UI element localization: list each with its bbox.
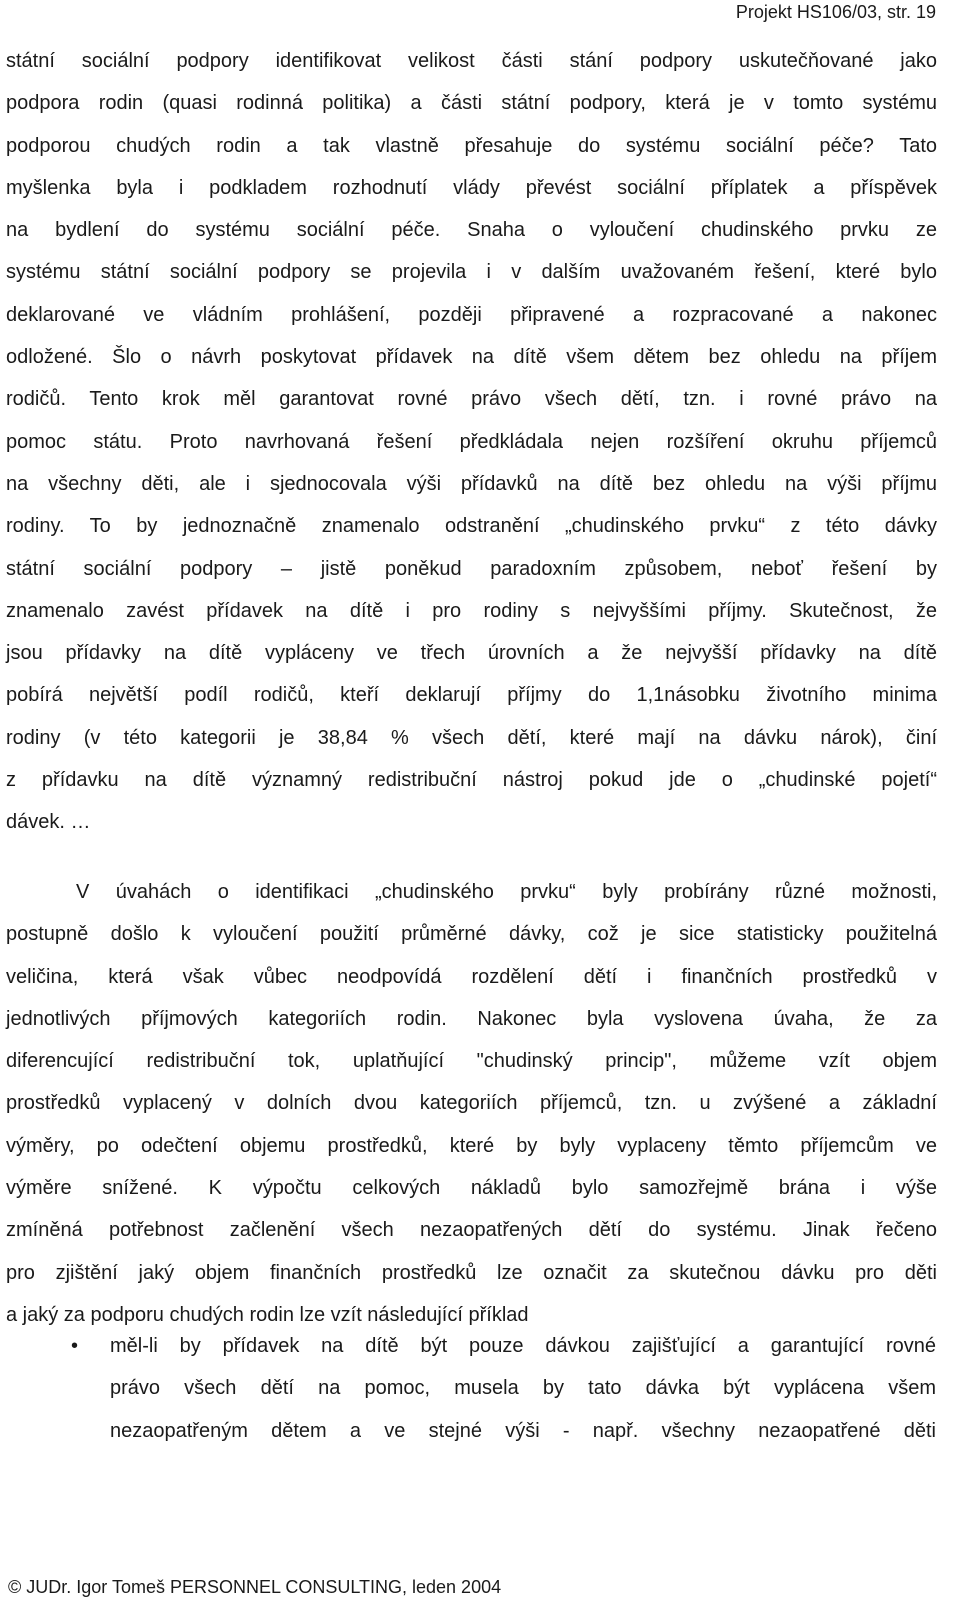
text-line: podpora rodin (quasi rodinná politika) a části státní podpory, která je v tomto systému — [6, 92, 937, 115]
text-line: státní sociální podpory identifikovat velikost části stání podpory uskutečňované jako — [6, 50, 937, 72]
list-item — [0, 1325, 936, 1452]
text-line: výměre snížené. K výpočtu celkových nákladů bylo samozřejmě brána i výše — [6, 1177, 937, 1200]
text-line-first — [6, 871, 937, 913]
text-line: nezaopatřeným dětem a ve stejné výši - např. všechny nezaopatřené děti — [110, 1419, 936, 1442]
text-line: diferencující redistribuční tok, uplatňující "chudinský princip", můžeme vzít objem — [6, 1050, 937, 1073]
text-line: pomoc státu. Proto navrhovaná řešení předkládala nejen rozšíření okruhu příjemců — [6, 430, 937, 453]
text-line: rodiny (v této kategorii je 38,84 % všech dětí, které mají na dávku nárok), činí — [6, 726, 937, 749]
text-line: a jaký za podporu chudých rodin lze vzít následující příklad — [6, 1303, 529, 1326]
text-line: postupně došlo k vyloučení použití průměrné dávky, což je sice statisticky použitelná — [6, 923, 937, 946]
page-footer: © JUDr. Igor Tomeš PERSONNEL CONSULTING, leden 2004 — [8, 1577, 502, 1597]
text-line: rodiny. To by jednoznačně znamenalo odstranění „chudinského prvku“ z této dávky — [6, 515, 937, 538]
text-line: dávek. … — [6, 811, 91, 834]
text-line: pobírá největší podíl rodičů, kteří deklarují příjmy do 1,1násobku životního minima — [6, 684, 937, 707]
bullet-icon: • — [71, 1335, 79, 1357]
bullet-list — [0, 1325, 960, 1452]
text-line: státní sociální podpory – jistě poněkud paradoxním způsobem, neboť řešení by — [6, 557, 937, 580]
text-line: z přídavku na dítě významný redistribuční nástroj pokud jde o „chudinské pojetí“ — [6, 769, 937, 792]
text-line-content: V úvahách o identifikaci „chudinského prvku“ byly probírány různé možnosti, — [76, 881, 937, 903]
page-header: Projekt HS106/03, str. 19 — [735, 2, 936, 22]
text-line: na všechny děti, ale i sjednocovala výši přídavků na dítě bez ohledu na výši příjmu — [6, 472, 937, 495]
text-line: jednotlivých příjmových kategoriích rodin. Nakonec byla vyslovena úvaha, že za — [6, 1007, 937, 1030]
text-line: odložené. Šlo o návrh poskytovat přídavek na dítě všem dětem bez ohledu na příjem — [6, 346, 937, 369]
text-line: zmíněná potřebnost začlenění všech nezaopatřených dětí do systému. Jinak řečeno — [6, 1219, 937, 1242]
text-line: myšlenka byla i podkladem rozhodnutí vlády převést sociální příplatek a příspěvek — [6, 176, 937, 199]
text-line: měl-li by přídavek na dítě být pouze dávkou zajišťující a garantující rovné — [110, 1335, 936, 1357]
text-line: výměry, po odečtení objemu prostředků, které by byly vyplaceny těmto příjemcům ve — [6, 1134, 937, 1157]
text-line: systému státní sociální podpory se projevila i v dalším uvažovaném řešení, které bylo — [6, 261, 937, 284]
text-line: prostředků vyplacený v dolních dvou kategoriích příjemců, tzn. u zvýšené a základní — [6, 1092, 937, 1115]
text-line: znamenalo zavést přídavek na dítě i pro rodiny s nejvyššími příjmy. Skutečnost, že — [6, 599, 937, 622]
text-line: veličina, která však vůbec neodpovídá rozdělení dětí i finančních prostředků v — [6, 965, 937, 988]
text-line: na bydlení do systému sociální péče. Snaha o vyloučení chudinského prvku ze — [6, 219, 937, 242]
text-line: právo všech dětí na pomoc, musela by tato dávka být vyplácena všem — [110, 1377, 936, 1400]
paragraph-1 — [6, 40, 937, 844]
text-line: deklarované ve vládním prohlášení, později připravené a rozpracované a nakonec — [6, 303, 937, 326]
text-line: pro zjištění jaký objem finančních prostředků lze označit za skutečnou dávku pro děti — [6, 1261, 937, 1284]
text-line: jsou přídavky na dítě vypláceny ve třech úrovních a že nejvyšší přídavky na dítě — [6, 642, 937, 665]
text-line: podporou chudých rodin a tak vlastně přesahuje do systému sociální péče? Tato — [6, 134, 937, 157]
text-line: rodičů. Tento krok měl garantovat rovné právo všech dětí, tzn. i rovné právo na — [6, 388, 937, 411]
paragraph-2 — [6, 871, 937, 1336]
